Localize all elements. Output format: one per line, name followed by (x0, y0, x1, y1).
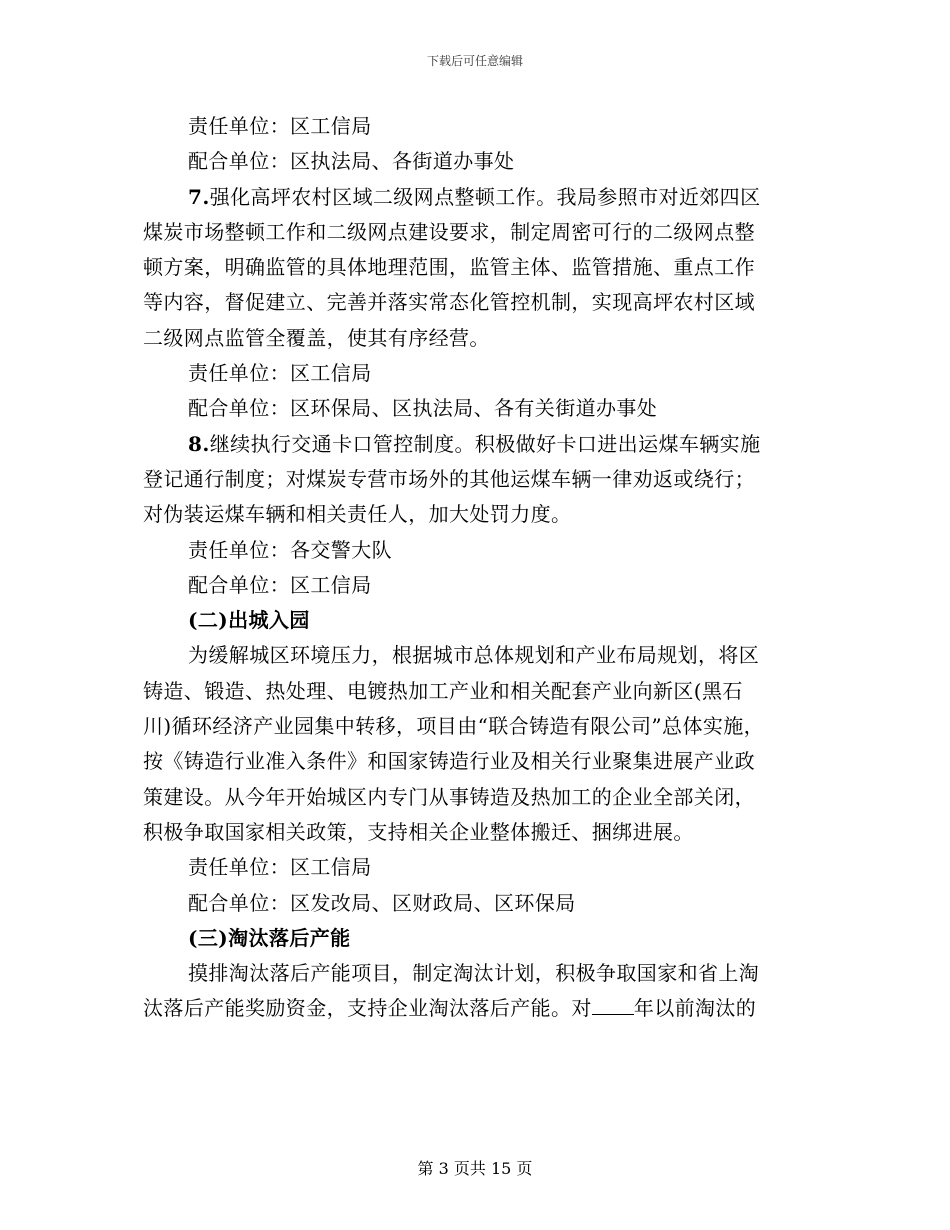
text-line (143, 321, 813, 356)
line-text: 责任单位：区工信局 (188, 855, 372, 880)
item-number: 8. (188, 431, 210, 456)
line-text: 汰落后产能奖励资金，支持企业淘汰落后产能。对 (143, 996, 592, 1021)
line-text: 顿方案，明确监管的具体地理范围，监管主体、监管措施、重点工作 (143, 255, 755, 280)
line-text: (三)淘汰落后产能 (188, 925, 351, 950)
section-heading (143, 921, 813, 956)
line-text: 继续执行交通卡口管控制度。积极做好卡口进出运煤车辆实施 (209, 431, 761, 456)
line-text: 为缓解城区环境压力，根据城市总体规划和产业布局规划，将区 (188, 643, 760, 668)
line-text: 铸造、锻造、热处理、电镀热加工产业和相关配套产业向新区(黑石 (143, 678, 743, 703)
text-line (143, 991, 813, 1026)
section-heading (143, 603, 813, 638)
text-line (143, 250, 813, 285)
text-line (143, 709, 813, 744)
text-line (143, 109, 813, 144)
page-header: 下载后可任意编辑 (426, 54, 523, 68)
blank-underline (592, 994, 634, 1015)
line-text: 强化高坪农村区域二级网点整顿工作。我局参照市对近郊四区 (209, 184, 761, 209)
text-line (143, 638, 813, 673)
text-line (143, 180, 813, 215)
line-text: 对伪装运煤车辆和相关责任人，加大处罚力度。 (143, 502, 572, 527)
document-body (143, 109, 813, 1027)
text-line (143, 956, 813, 991)
line-text: 按《铸造行业准入条件》和国家铸造行业及相关行业聚集进展产业政 (143, 749, 755, 774)
line-text: 等内容，督促建立、完善并落实常态化管控机制，实现高坪农村区域 (143, 290, 755, 315)
line-text: 配合单位：区环保局、区执法局、各有关街道办事处 (188, 396, 658, 421)
line-text: 积极争取国家相关政策，支持相关企业整体搬迁、捆绑进展。 (143, 819, 694, 844)
item-number: 7. (188, 184, 210, 209)
text-line (143, 568, 813, 603)
line-text-after-blank: 年以前淘汰的 (633, 996, 757, 1021)
line-text: 煤炭市场整顿工作和二级网点建设要求，制定周密可行的二级网点整 (143, 219, 755, 244)
line-text: (二)出城入园 (188, 608, 310, 633)
line-text: 责任单位：各交警大队 (188, 537, 392, 562)
line-text: 登记通行制度；对煤炭专营市场外的其他运煤车辆一律劝返或绕行； (143, 466, 755, 491)
text-line (143, 815, 813, 850)
line-text: 策建设。从今年开始城区内专门从事铸造及热加工的企业全部关闭， (143, 784, 755, 809)
text-line (143, 391, 813, 426)
line-text: 川)循环经济产业园集中转移，项目由“联合铸造有限公司”总体实施， (143, 714, 765, 739)
text-line (143, 850, 813, 885)
text-line (143, 497, 813, 532)
text-line (143, 215, 813, 250)
line-text: 责任单位：区工信局 (188, 361, 372, 386)
text-line (143, 462, 813, 497)
text-line (143, 674, 813, 709)
text-line (143, 285, 813, 320)
line-text: 摸排淘汰落后产能项目，制定淘汰计划，积极争取国家和省上淘 (188, 961, 760, 986)
line-text: 二级网点监管全覆盖，使其有序经营。 (143, 325, 490, 350)
line-text: 配合单位：区执法局、各街道办事处 (188, 149, 515, 174)
text-line (143, 356, 813, 391)
text-line (143, 744, 813, 779)
text-line (143, 427, 813, 462)
text-line (143, 886, 813, 921)
text-line (143, 144, 813, 179)
line-text: 配合单位：区工信局 (188, 572, 372, 597)
line-text: 责任单位：区工信局 (188, 114, 372, 138)
text-line (143, 780, 813, 815)
page-footer: 第 3 页共 15 页 (417, 1159, 533, 1178)
line-text: 配合单位：区发改局、区财政局、区环保局 (188, 890, 576, 915)
text-line (143, 533, 813, 568)
